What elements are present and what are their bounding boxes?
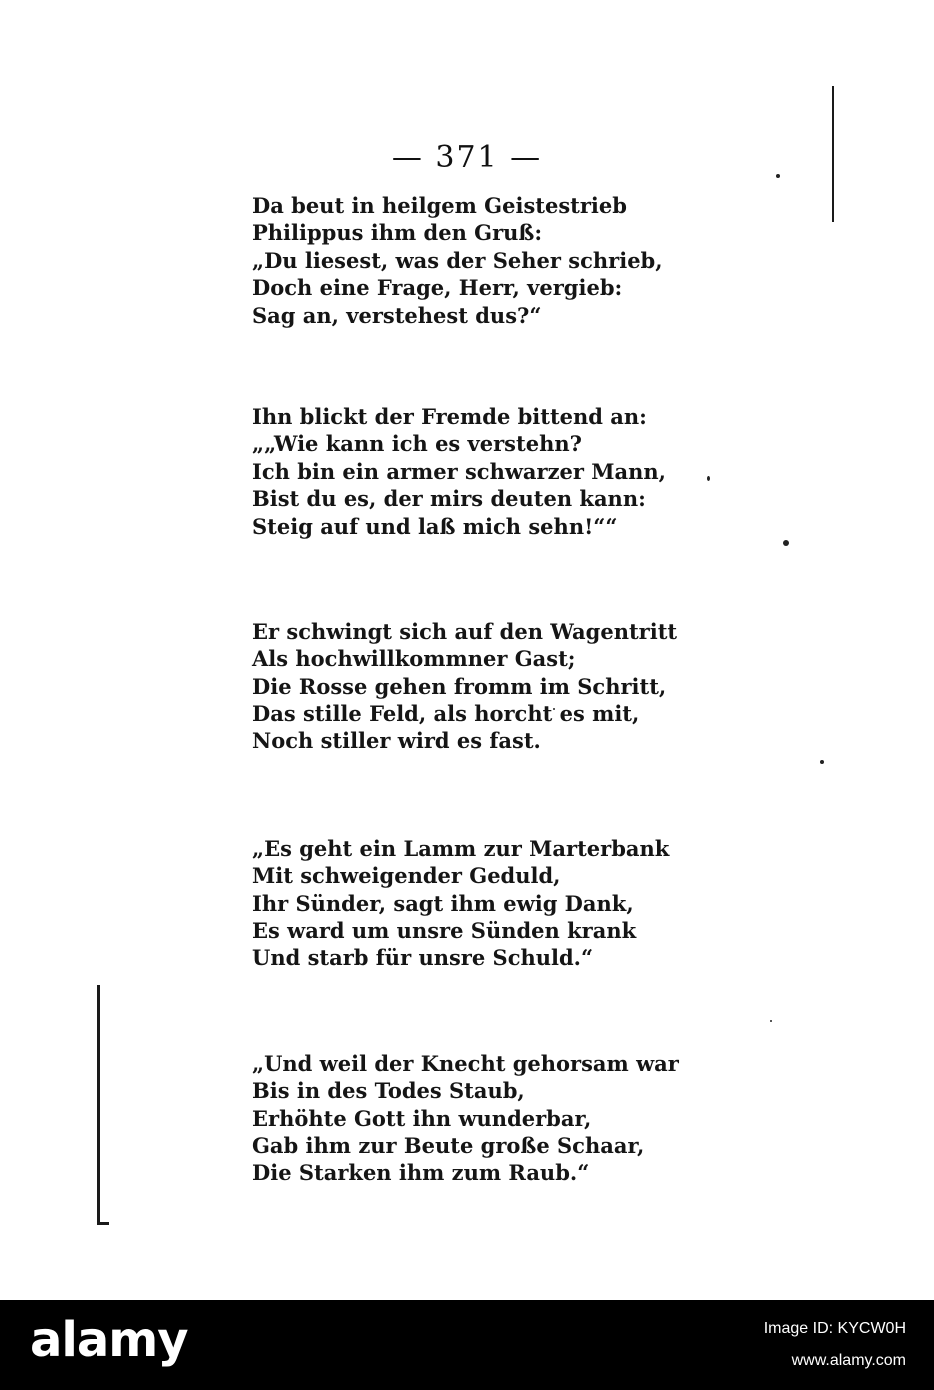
verse-line: Philippus ihm den Gruß: <box>252 220 543 246</box>
ink-speck <box>770 1020 772 1022</box>
verse-line: „Du liesest, was der Seher schrieb, <box>252 247 663 273</box>
verse-line: Noch stiller wird es fast. <box>252 728 541 754</box>
page-edge-line-left <box>97 985 100 1225</box>
page-edge-line-left-foot <box>97 1222 109 1225</box>
ink-speck <box>820 760 824 764</box>
verse-line: Ihn blickt der Fremde bittend an: <box>252 403 647 429</box>
verse-line: Ihr Sünder, sagt ihm ewig Dank, <box>252 890 634 916</box>
verse-line: Sag an, verstehest dus?“ <box>252 302 542 328</box>
stanza <box>252 835 672 972</box>
ink-speck <box>783 540 789 546</box>
verse-line: Es ward um unsre Sünden krank <box>252 918 637 944</box>
site-url-label: www.alamy.com <box>791 1352 906 1369</box>
page-number: — 371 — <box>391 140 543 175</box>
stock-footer-bar <box>0 1300 934 1390</box>
stanza <box>252 192 672 329</box>
verse-line: Die Rosse gehen fromm im Schritt, <box>252 673 667 699</box>
verse-line: Steig auf und laß mich sehn!““ <box>252 513 618 539</box>
verse-line: Die Starken ihm zum Raub.“ <box>252 1160 590 1186</box>
verse-line: Als hochwillkommner Gast; <box>252 646 576 672</box>
stanza <box>252 403 672 540</box>
verse-line: Erhöhte Gott ihn wunderbar, <box>252 1105 592 1131</box>
verse-line: Doch eine Frage, Herr, vergieb: <box>252 275 623 301</box>
alamy-logo: alamy <box>30 1312 188 1368</box>
verse-line: Er schwingt sich auf den Wagentritt <box>252 618 678 644</box>
verse-line: Und starb für unsre Schuld.“ <box>252 945 594 971</box>
image-id-label: Image ID: KYCW0H <box>763 1320 906 1337</box>
verse-line: Bist du es, der mirs deuten kann: <box>252 486 646 512</box>
stanza <box>252 618 678 755</box>
stanza <box>252 1050 679 1187</box>
verse-line: „Und weil der Knecht gehorsam war <box>252 1050 679 1076</box>
verse-line: Ich bin ein armer schwarzer Mann, <box>252 458 666 484</box>
verse-line: „„Wie kann ich es verstehn? <box>252 431 582 457</box>
verse-line: Da beut in heilgem Geistestrieb <box>252 193 627 218</box>
verse-line: Bis in des Todes Staub, <box>252 1078 525 1104</box>
verse-line: „Es geht ein Lamm zur Marterbank <box>252 835 670 861</box>
verse-line: Mit schweigender Geduld, <box>252 863 561 889</box>
verse-line: Gab ihm zur Beute große Schaar, <box>252 1132 645 1158</box>
verse-line: Das stille Feld, als horcht es mit, <box>252 701 640 727</box>
poem <box>252 192 679 1267</box>
ink-speck <box>707 476 710 481</box>
